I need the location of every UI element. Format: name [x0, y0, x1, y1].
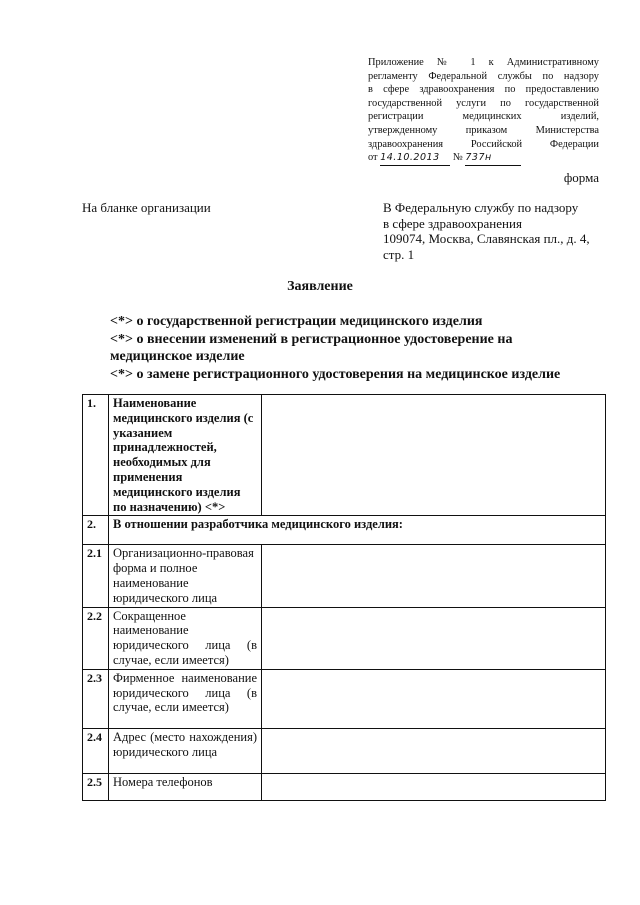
table-row [83, 516, 606, 545]
row-label: Сокращенное наименование юридического лица (в случае, если имеется) [109, 607, 262, 669]
option-replacement: <*> о замене регистрационного удостоверения на медицинское изделие [110, 366, 561, 382]
addressee-line: 109074, Москва, Славянская пл., д. 4, [383, 231, 590, 246]
form-label: форма [563, 170, 599, 185]
short-name-field[interactable] [262, 607, 606, 669]
option-amendment-continued: медицинское изделие [110, 349, 245, 364]
appendix-line: в сфере здравоохранения по предоставлению [368, 84, 599, 96]
row-number: 2.5 [83, 773, 109, 800]
appendix-header [368, 56, 599, 166]
device-name-field[interactable] [262, 395, 606, 516]
option-registration: <*> о государственной регистрации медицинского изделия [110, 314, 483, 329]
table-row [83, 773, 606, 800]
addressee-line: В Федеральную службу по надзору [383, 200, 579, 215]
application-type-options [110, 313, 610, 383]
appendix-line: регламенту Федеральной службы по надзору [368, 70, 599, 82]
row-number: 2.3 [83, 669, 109, 728]
number-prefix: № [452, 152, 463, 164]
row-number: 2.1 [83, 545, 109, 607]
row-label: Номера телефонов [109, 773, 262, 800]
appendix-line: государственной услуги по государственной [368, 97, 599, 109]
order-date-number-line [368, 151, 599, 166]
row-label: Организационно-правовая форма и полное наименование юридического лица [109, 545, 262, 607]
row-label: Адрес (место нахождения) юридического лица [109, 728, 262, 773]
appendix-line: здравоохранения Российской Федерации [368, 138, 599, 150]
document-title: Заявление [287, 279, 353, 294]
order-date: 14.10.2013 [380, 151, 450, 166]
appendix-line: Приложение № 1 к Административному [368, 57, 599, 68]
address-field[interactable] [262, 728, 606, 773]
legal-form-full-name-field[interactable] [262, 545, 606, 607]
appendix-line: регистрации медицинских изделий, [368, 111, 599, 123]
from-prefix: от [368, 152, 378, 164]
organization-letterhead-note: На бланке организации [82, 200, 211, 215]
table-row [83, 728, 606, 773]
table-row [83, 607, 606, 669]
row-label: В отношении разработчика медицинского изделия: [109, 516, 606, 545]
table-row [83, 395, 606, 516]
row-number: 2. [83, 516, 109, 545]
order-number: 737н [465, 151, 521, 166]
application-form-table [82, 394, 606, 801]
row-number: 1. [83, 395, 109, 516]
option-amendment: <*> о внесении изменений в регистрационное удостоверение на [110, 331, 513, 347]
row-label: Наименование медицинского изделия (с указанием принадлежностей, необходимых для применения медицинского изделия по назначению) <*> [109, 395, 262, 516]
phone-numbers-field[interactable] [262, 773, 606, 800]
row-number: 2.4 [83, 728, 109, 773]
table-row [83, 545, 606, 607]
table-row [83, 669, 606, 728]
addressee-line: в сфере здравоохранения [383, 215, 522, 231]
addressee-block [383, 200, 613, 262]
appendix-line: утвержденному приказом Министерства [368, 124, 599, 136]
row-number: 2.2 [83, 607, 109, 669]
brand-name-field[interactable] [262, 669, 606, 728]
addressee-line: стр. 1 [383, 246, 415, 262]
row-label: Фирменное наименование юридического лица (в случае, если имеется) [109, 669, 262, 728]
